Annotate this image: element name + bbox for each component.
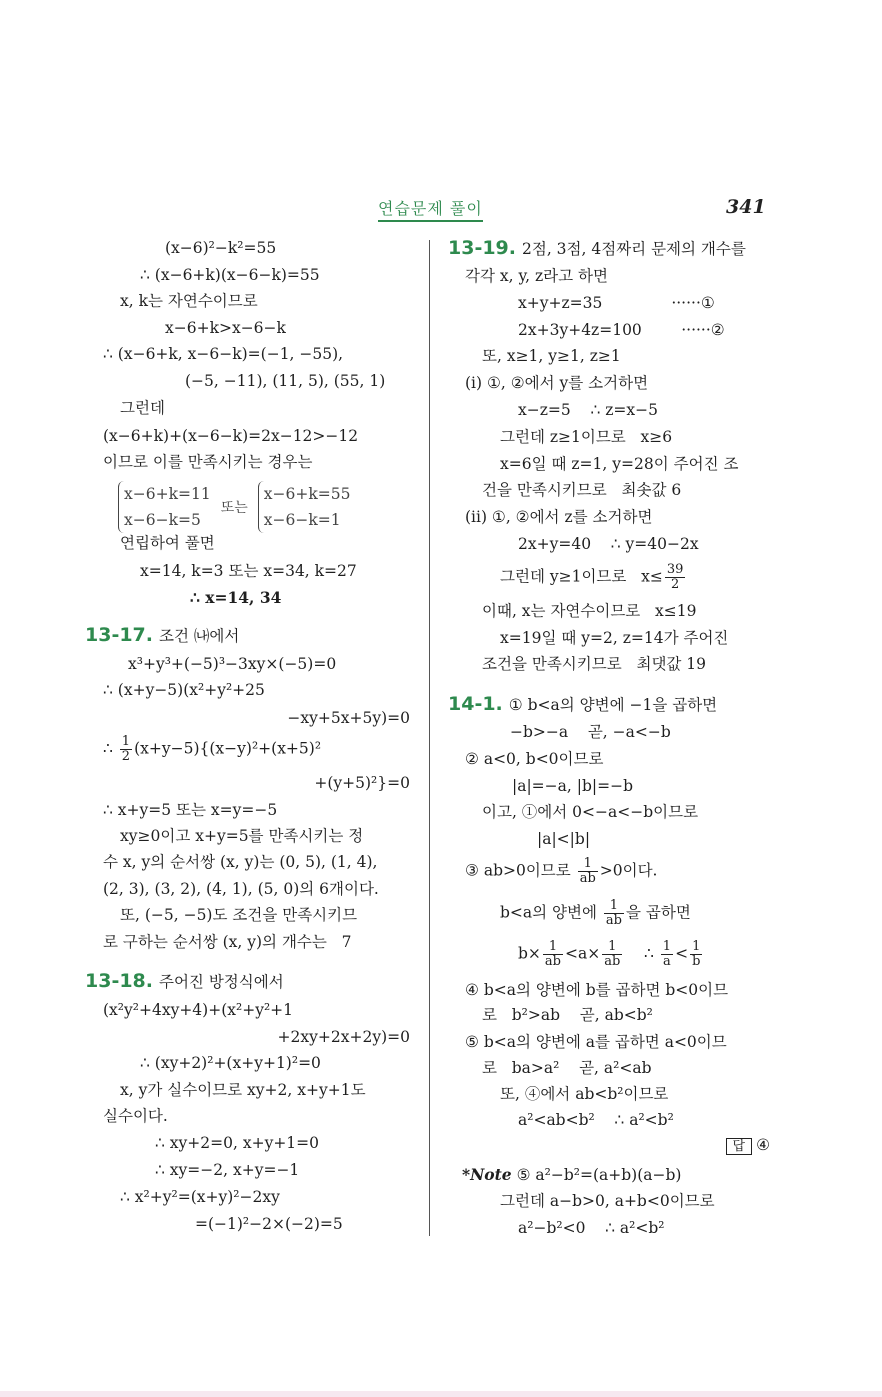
text-run: b<a의 양변에 — [500, 903, 602, 922]
text-line — [482, 1058, 652, 1078]
text-run: 2x+y=40 ∴ y=40−2x — [518, 535, 699, 553]
text-line — [462, 1165, 681, 1185]
text-run: 그런데 y≥1이므로 x≤ — [500, 567, 663, 586]
text-run: 그런데 a−b>0, a+b<0이므로 — [500, 1192, 715, 1210]
text-run: 각각 x, y, z라고 하면 — [465, 267, 609, 285]
fraction — [604, 899, 624, 928]
text-line — [165, 318, 286, 338]
fraction — [602, 940, 622, 969]
denominator: ab — [605, 913, 622, 928]
text-line — [448, 238, 746, 259]
text-run: (x−6+k)+(x−6−k)=2x−12>−12 — [103, 427, 359, 445]
problem-number: 14-1. — [448, 693, 503, 715]
text-run: (i) ①, ②에서 y를 소거하면 — [465, 374, 649, 392]
text-line — [465, 266, 608, 286]
text-run: (ii) ①, ②에서 z를 소거하면 — [465, 508, 653, 526]
text-line — [500, 628, 728, 648]
text-line — [726, 1135, 770, 1157]
text-line — [190, 588, 281, 608]
text-run: ∴ x=14, 34 — [190, 588, 282, 607]
text-line — [103, 680, 265, 700]
text-run: ∴ (x+y−5)(x²+y²+25 — [103, 681, 265, 699]
text-run: ∴ xy=−2, x+y=−1 — [155, 1161, 300, 1179]
text-line — [103, 879, 379, 899]
text-line — [140, 265, 320, 285]
text-line — [155, 1160, 299, 1180]
text-run: 건을 만족시키므로 최솟값 6 — [482, 481, 682, 499]
text-line — [518, 400, 658, 420]
text-run: ∴ — [624, 944, 659, 963]
text-run: (x+y−5){(x−y)²+(x+5)² — [134, 739, 322, 758]
text-run: x−6+k>x−6−k — [165, 319, 286, 337]
text-line — [537, 829, 590, 849]
text-line — [165, 238, 276, 258]
text-run: x=14, k=3 또는 x=34, k=27 — [140, 562, 357, 580]
text-run: >0이다. — [599, 861, 658, 880]
text-run: 연립하여 풀면 — [120, 534, 215, 552]
text-run: 그런데 z≥1이므로 x≥6 — [500, 428, 673, 446]
text-run: 로 구하는 순서쌍 (x, y)의 개수는 7 — [103, 933, 352, 951]
text-line — [103, 344, 343, 364]
text-line — [482, 346, 621, 366]
text-run: 로 ba>a² 곧, a²<ab — [482, 1059, 652, 1077]
text-line — [314, 773, 410, 793]
text-run: ∴ (xy+2)²+(x+y+1)²=0 — [140, 1054, 321, 1072]
text-line — [120, 905, 357, 925]
text-run: <a× — [565, 944, 601, 963]
text-line — [465, 507, 652, 527]
numerator: 1 — [121, 734, 131, 749]
equation: x−6−k=5 — [124, 511, 201, 529]
fraction — [665, 563, 686, 592]
text-run: 실수이다. — [103, 1107, 168, 1125]
text-run: 로 b²>ab 곧, ab<b² — [482, 1006, 653, 1024]
denominator: 2 — [671, 577, 680, 592]
text-line — [120, 1080, 366, 1100]
text-run: < — [675, 944, 689, 963]
text-run: a²<ab<b² ∴ a²<b² — [518, 1111, 674, 1129]
text-run: |a|<|b| — [537, 830, 591, 848]
text-run: 주어진 방정식에서 — [158, 973, 284, 991]
text-run: ∴ (x−6+k)(x−6−k)=55 — [140, 266, 320, 284]
text-line — [482, 601, 697, 621]
numerator: 1 — [602, 940, 622, 955]
text-run: 이므로 이를 만족시키는 경우는 — [103, 453, 313, 471]
text-line — [500, 427, 672, 447]
text-line — [518, 940, 704, 969]
text-line — [85, 971, 284, 992]
text-line — [185, 371, 385, 391]
numerator: 1 — [604, 899, 624, 914]
text-line — [518, 1110, 674, 1130]
text-run: 또, (−5, −5)도 조건을 만족시키므 — [120, 906, 358, 924]
denominator: 2 — [121, 749, 131, 764]
numerator: 1 — [578, 857, 598, 872]
equation-system — [118, 481, 350, 533]
text-line — [120, 1187, 280, 1207]
text-line — [518, 293, 715, 313]
fraction — [661, 940, 673, 969]
text-run: 또, ④에서 ab<b²이므로 — [500, 1085, 669, 1103]
text-line — [140, 1053, 321, 1073]
connector-text: 또는 — [220, 500, 248, 516]
text-run: 또, x≥1, y≥1, z≥1 — [482, 347, 621, 365]
fraction — [120, 735, 132, 764]
denominator: ab — [544, 954, 561, 969]
text-run: 이때, x는 자연수이므로 x≤19 — [482, 602, 697, 620]
text-line — [103, 426, 358, 446]
text-line — [465, 980, 728, 1000]
numerator: 1 — [543, 940, 563, 955]
text-line — [287, 708, 410, 728]
numerator: 39 — [666, 562, 684, 577]
text-run: (x−6)²−k²=55 — [165, 239, 277, 257]
text-line — [500, 1084, 668, 1104]
denominator: a — [663, 954, 671, 969]
text-line — [482, 1005, 653, 1025]
text-line — [512, 776, 633, 796]
text-run: ∴ x+y=5 또는 x=y=−5 — [103, 801, 278, 819]
text-run: +(y+5)²}=0 — [314, 774, 410, 792]
text-line — [465, 1032, 727, 1052]
fraction — [543, 940, 563, 969]
problem-number: 13-17. — [85, 624, 153, 646]
text-line — [120, 398, 165, 418]
numerator: 1 — [662, 939, 672, 954]
text-line — [518, 320, 725, 340]
page-edge — [0, 1391, 882, 1397]
text-run: b× — [518, 944, 541, 963]
text-line — [500, 563, 687, 592]
section-title: 연습문제 풀이 — [378, 196, 483, 222]
text-line — [465, 373, 648, 393]
text-run: x=19일 때 y=2, z=14가 주어진 — [500, 629, 729, 647]
text-run: 을 곱하면 — [625, 903, 691, 922]
text-line — [465, 857, 658, 886]
text-run: ① b<a의 양변에 −1을 곱하면 — [508, 696, 718, 714]
text-line — [120, 826, 363, 846]
text-line — [500, 899, 691, 928]
text-run: ∴ (x−6+k, x−6−k)=(−1, −55), — [103, 345, 344, 363]
text-run: 조건을 만족시키므로 최댓값 19 — [482, 655, 707, 673]
denominator: b — [692, 954, 701, 969]
text-line — [500, 454, 738, 474]
text-line — [103, 1106, 168, 1126]
text-line — [482, 654, 706, 674]
fraction — [578, 857, 598, 886]
text-run: ② a<0, b<0이므로 — [465, 750, 604, 768]
text-line — [448, 694, 717, 715]
text-run: −b>−a 곧, −a<−b — [510, 723, 671, 741]
numerator: 1 — [690, 940, 702, 955]
text-run: a²−b²<0 ∴ a²<b² — [518, 1219, 665, 1237]
column-divider — [429, 240, 430, 1236]
text-line — [120, 533, 215, 553]
denominator: ab — [579, 871, 596, 886]
text-line — [140, 561, 357, 581]
text-line — [465, 749, 603, 769]
text-line — [155, 1133, 319, 1153]
text-line — [195, 1214, 343, 1234]
text-run: ∴ — [103, 739, 118, 758]
text-run: x+y+z=35 ······① — [518, 294, 715, 312]
text-run: ⑤ a²−b²=(a+b)(a−b) — [511, 1166, 682, 1184]
text-line — [103, 735, 321, 764]
text-run: 그런데 — [120, 399, 165, 417]
text-run: xy≥0이고 x+y=5를 만족시키는 정 — [120, 827, 364, 845]
text-run: x−z=5 ∴ z=x−5 — [518, 401, 658, 419]
text-line — [103, 1000, 293, 1020]
text-run: x³+y³+(−5)³−3xy×(−5)=0 — [128, 655, 337, 673]
text-line — [482, 802, 698, 822]
text-run: 이고, ①에서 0<−a<−b이므로 — [482, 803, 699, 821]
text-line — [518, 1218, 665, 1238]
text-run: =(−1)²−2×(−2)=5 — [195, 1215, 343, 1233]
text-line — [518, 534, 699, 554]
text-run: ⑤ b<a의 양변에 a를 곱하면 a<0이므 — [465, 1033, 727, 1051]
text-line — [103, 852, 377, 872]
fraction — [690, 940, 702, 969]
text-run: ③ ab>0이므로 — [465, 861, 576, 880]
system-right — [258, 481, 351, 533]
text-line — [85, 625, 239, 646]
text-run: x, k는 자연수이므로 — [120, 292, 258, 310]
text-run: ④ — [756, 1136, 770, 1154]
answer-badge: 답 — [726, 1138, 753, 1155]
text-run: (x²y²+4xy+4)+(x²+y²+1 — [103, 1001, 294, 1019]
text-run: ∴ xy+2=0, x+y+1=0 — [155, 1134, 320, 1152]
system-left — [118, 481, 211, 533]
text-run: (−5, −11), (11, 5), (55, 1) — [185, 372, 386, 390]
equation: x−6+k=55 — [263, 485, 351, 503]
text-run: x, y가 실수이므로 xy+2, x+y+1도 — [120, 1081, 366, 1099]
text-line — [103, 452, 312, 472]
text-line — [278, 1027, 410, 1047]
text-line — [510, 722, 671, 742]
text-line — [128, 654, 336, 674]
text-run: 2점, 3점, 4점짜리 문제의 개수를 — [521, 240, 746, 258]
text-run: 조건 ㈏에서 — [158, 627, 240, 645]
text-run: ∴ x²+y²=(x+y)²−2xy — [120, 1188, 280, 1206]
note-label: *Note — [462, 1165, 512, 1184]
equation: x−6−k=1 — [263, 511, 341, 529]
denominator: ab — [604, 954, 621, 969]
problem-number: 13-19. — [448, 237, 516, 259]
page-number: 341 — [726, 196, 766, 218]
text-run: 수 x, y의 순서쌍 (x, y)는 (0, 5), (1, 4), — [103, 853, 378, 871]
text-run: −xy+5x+5y)=0 — [287, 709, 410, 727]
problem-number: 13-18. — [85, 970, 153, 992]
text-run: 2x+3y+4z=100 ······② — [518, 321, 725, 339]
text-line — [103, 932, 352, 952]
text-run: (2, 3), (3, 2), (4, 1), (5, 0)의 6개이다. — [103, 880, 379, 898]
text-line — [500, 1191, 715, 1211]
text-line — [103, 800, 277, 820]
text-run: |a|=−a, |b|=−b — [512, 777, 634, 795]
text-line — [120, 291, 258, 311]
text-run: ④ b<a의 양변에 b를 곱하면 b<0이므 — [465, 981, 729, 999]
text-run: +2xy+2x+2y)=0 — [277, 1028, 410, 1046]
text-run: x=6일 때 z=1, y=28이 주어진 조 — [500, 455, 739, 473]
text-line — [482, 480, 681, 500]
equation: x−6+k=11 — [124, 485, 211, 503]
